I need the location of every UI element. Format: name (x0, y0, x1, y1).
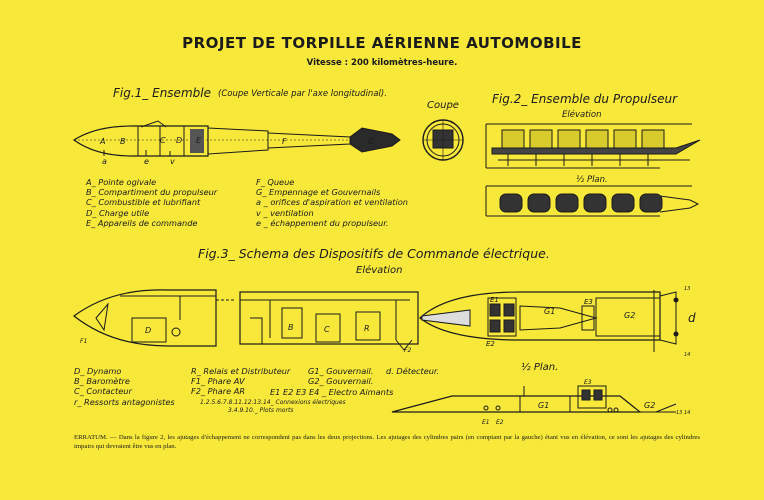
fig3-plan-label: ½ Plan. (521, 362, 559, 373)
connexions-line: 3.4.9.10._ Plots morts (228, 406, 294, 414)
page-title: PROJET DE TORPILLE AÉRIENNE AUTOMOBILE (182, 34, 582, 52)
legend-item: F_ Queue (256, 177, 295, 187)
fig2-elevation-drawing (486, 124, 700, 168)
fig3-label-f2: F2 (404, 347, 412, 354)
fig3-label-e2: E2 (486, 340, 495, 348)
fig1-label-a: A (100, 137, 106, 146)
fig1-label-d: D (176, 136, 183, 145)
legend-item: C_ Combustible et lubrifiant (86, 197, 201, 208)
fig3-label-e3: E3 (584, 298, 593, 306)
fig3-label-detecteur: d (688, 311, 696, 325)
legend-item: e _ échappement du propulseur. (256, 217, 389, 228)
legend-item: D_ Charge utile (86, 207, 150, 218)
fig2-elevation-label: Elévation (562, 110, 602, 120)
legend-item: D_ Dynamo (74, 366, 122, 376)
fig3-label-g1: G1 (544, 307, 556, 316)
fig3-label-e1: E1 (490, 296, 499, 304)
legend-item: r_ Ressorts antagonistes (74, 396, 175, 407)
legend-item: F1_ Phare AV (191, 376, 245, 387)
legend-item: C_ Contacteur (74, 386, 132, 397)
legend-item: B_ Baromètre (74, 376, 130, 387)
fig1-vent-a: a (102, 157, 107, 166)
fig3-labels (80, 286, 696, 426)
fig3-plan-label-e2: E2 (496, 419, 504, 426)
fig1-vent-e: e (144, 157, 149, 166)
page-subtitle: Vitesse : 200 kilomètres-heure. (306, 58, 458, 68)
fig3-mid-section (240, 292, 418, 350)
fig2-plan-drawing (486, 186, 698, 216)
fig1-label-g: G (368, 137, 375, 146)
fig3-legend-detector: d. Détecteur. (386, 366, 440, 376)
legend-item: G_ Empennage et Gouvernails (256, 187, 381, 198)
fig3-elevation-label: Elévation (356, 265, 403, 276)
fig2-title: Fig.2_ Ensemble du Propulseur (492, 92, 678, 106)
erratum-note: ERRATUM. — Dans la figure 2, les ajutages d'échappement ne correspondent pas dans les deux projections. Les ajutages des cylindres pairs (en comptant par la gauche) étant vus en élévation, ce sont les ajutages des cylindres impairs qui devraient être vus en plan. (74, 434, 700, 450)
fig1-label-f: F (282, 137, 287, 146)
fig3-plan-label-14: 14 (684, 410, 691, 416)
fig1-label-b: B (120, 137, 126, 146)
legend-item: v _ ventilation (256, 207, 314, 218)
fig3-plan-label-g1: G1 (538, 401, 550, 410)
fig3-plan-label-g2: G2 (644, 401, 656, 410)
fig3-title: Fig.3_ Schema des Dispositifs de Commande électrique. (198, 246, 550, 261)
fig3-plan-label-e1: E1 (482, 419, 490, 426)
legend-item: a _ orifices d'aspiration et ventilation (256, 197, 408, 208)
legend-item: A_ Pointe ogivale (86, 177, 157, 187)
fig3-label-g2: G2 (624, 311, 636, 320)
fig3-plan-label-e3: E3 (584, 379, 592, 386)
legend-item: G1_ Gouvernail. (308, 366, 374, 376)
fig1-coupe-label: Coupe (427, 100, 459, 111)
fig1-subtitle: (Coupe Verticale par l'axe longitudinal). (218, 89, 387, 99)
fig3-nose-section (74, 290, 234, 346)
legend-item: G2_ Gouvernail. (308, 376, 374, 387)
fig3-label-r: R (364, 324, 370, 333)
fig2-plan-label: ½ Plan. (576, 175, 608, 185)
fig3-label-d: D (145, 326, 152, 335)
fig3-label-13: 13 (684, 286, 691, 292)
connexions-line: 1.2.5.6.7.8.11.12.13.14_ Connexions électriques (200, 399, 346, 406)
fig3-label-14: 14 (684, 352, 691, 358)
legend-item: F2_ Phare AR (191, 386, 246, 397)
fig3-legend-aimants: E1 E2 E3 E4 _ Electro Aimants (270, 387, 394, 397)
fig1-label-e: E (196, 136, 202, 145)
fig3-label-f1: F1 (80, 338, 88, 345)
fig3-tail-section (420, 290, 678, 352)
legend-item: B_ Compartiment du propulseur (86, 187, 218, 198)
fig1-cross-section (423, 120, 463, 160)
fig3-label-b: B (288, 323, 294, 332)
fig3-plan-section (392, 386, 676, 412)
legend-item: E_ Appareils de commande (86, 217, 198, 228)
fig1-vent-v: v (170, 157, 175, 166)
fig3-plan-label-13: 13 (676, 410, 683, 416)
legend-item: R_ Relais et Distributeur (191, 366, 291, 376)
fig3-label-c: C (324, 325, 330, 334)
fig1-labels (99, 136, 374, 166)
fig1-title: Fig.1_ Ensemble (113, 86, 211, 100)
fig1-label-c: C (160, 136, 166, 145)
